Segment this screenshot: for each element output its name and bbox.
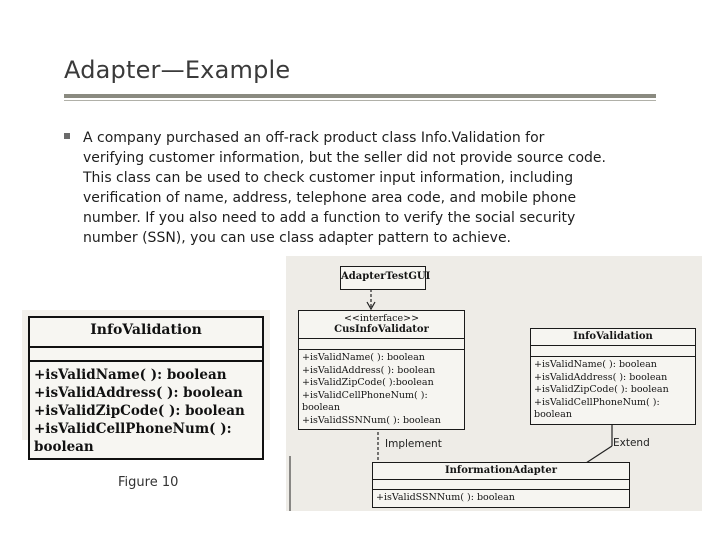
uml-class-adaptertestgui [340,266,431,290]
uml-attributes-compartment [373,479,629,489]
uml-interface-cusinfovalidator [298,310,465,430]
implement-label: Implement [385,438,442,450]
uml-class-informationadapter [372,462,630,508]
uml-operation: +isValidZipCode( ): boolean [34,403,245,419]
uml-class-name: CusInfoValidator [334,324,429,335]
uml-attributes-compartment [30,348,262,362]
bullet-item [64,128,664,248]
slide-title: Adapter—Example [64,56,291,84]
uml-attributes-compartment [531,345,695,356]
extend-label: Extend [613,437,650,449]
uml-operation: +isValidZipCode( ): boolean [534,384,669,395]
uml-operation: +isValidSSNNum( ): boolean [376,492,515,503]
uml-operations-compartment [373,490,629,507]
uml-operation: +isValidName( ): boolean [302,352,425,363]
uml-class-infovalidation-large [28,316,264,460]
uml-class-name: InfoValidation [30,318,262,348]
extend-line-2 [586,446,612,463]
uml-operation: +isValidCellPhoneNum( ): boolean [34,421,232,455]
uml-operations-compartment [30,362,262,458]
uml-class-name: InformationAdapter [444,465,558,476]
uml-operation: +isValidSSNNum( ): boolean [302,414,441,426]
uml-operation: +isValidAddress( ): boolean [534,371,668,383]
uml-operation: +isValidCellPhoneNum( ): boolean [302,389,428,413]
uml-operations-compartment [299,350,464,429]
uml-class-name: InfoValidation [573,331,653,342]
title-divider-thin [64,100,656,101]
uml-operation: +isValidName( ): boolean [534,359,657,370]
title-divider [64,94,656,98]
bullet-text: A company purchased an off-rack product class Info.Validation for verifying customer information, but the seller did not provide source code. This class can be used to check customer input information, including verification of name, address, telephone area code, and mobile phone number. If you also need to add a function to verify the social security number (SSN), you can use class adapter pattern to achieve. [83,130,606,246]
uml-operation: +isValidAddress( ): boolean [34,385,243,401]
uml-operation: +isValidAddress( ): boolean [302,364,436,376]
figure-caption: Figure 10 [118,475,179,490]
uml-operation: +isValidZipCode( ):boolean [302,377,434,388]
uml-operation: +isValidCellPhoneNum( ): boolean [534,396,660,420]
uml-class-infovalidation-small [530,328,696,425]
uml-attributes-compartment [299,338,464,349]
uml-operations-compartment [531,357,695,424]
uml-operation: +isValidName( ): boolean [34,367,227,383]
class-diagram-photo [286,256,702,511]
bullet-square-icon [64,133,70,139]
uml-stereotype: <<interface>> [343,313,420,324]
uml-class-name: AdapterTestGUI [341,271,431,282]
